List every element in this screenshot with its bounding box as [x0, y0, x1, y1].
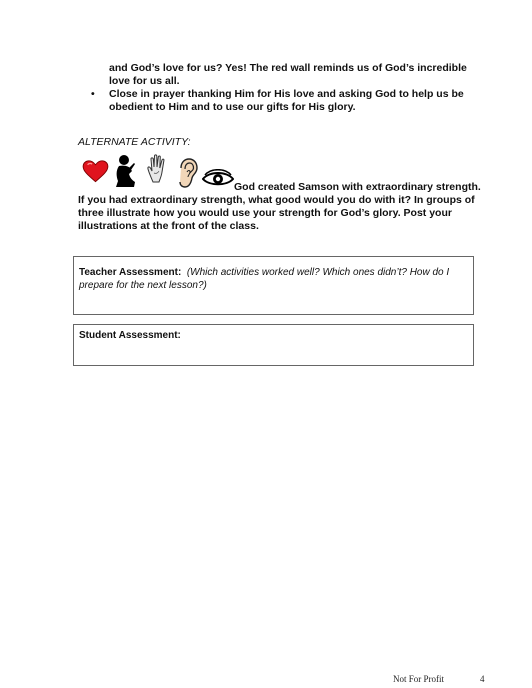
praying-person-icon — [112, 154, 140, 188]
hand-icon — [146, 153, 170, 183]
bullet-text: Close in prayer thanking Him for His love and asking God to help us be obedient to Him and to use our gifts for His glory. — [109, 88, 464, 113]
teacher-assessment-box — [73, 256, 474, 315]
heart-icon — [82, 158, 109, 185]
teacher-assessment-note: (Which activities worked well? Which ones didn’t? How do I prepare for the next lesson?) — [79, 267, 450, 291]
student-assessment-content — [79, 329, 464, 342]
alternate-activity-heading: ALTERNATE ACTIVITY: — [78, 136, 191, 148]
student-assessment-label: Student Assessment: — [79, 330, 181, 341]
page-number: 4 — [480, 674, 485, 684]
activity-instructions: If you had extraordinary strength, what good would you do with it? In groups of three illustrate how you would use your strength for God’s glory. Post your illustrations at the front of the class. — [78, 194, 475, 232]
bullet-marker: • — [91, 88, 95, 100]
continued-paragraph: and God’s love for us? Yes! The red wall reminds us of God’s incredible love for us all. — [109, 62, 467, 87]
ear-icon — [176, 158, 198, 189]
activity-icons — [80, 153, 235, 189]
student-assessment-box — [73, 324, 474, 366]
eye-icon — [202, 169, 234, 188]
teacher-assessment-content — [79, 266, 464, 292]
footer-text: Not For Profit — [393, 674, 445, 684]
activity-intro: God created Samson with extraordinary strength. — [234, 181, 481, 193]
teacher-assessment-label: Teacher Assessment: — [79, 267, 182, 278]
